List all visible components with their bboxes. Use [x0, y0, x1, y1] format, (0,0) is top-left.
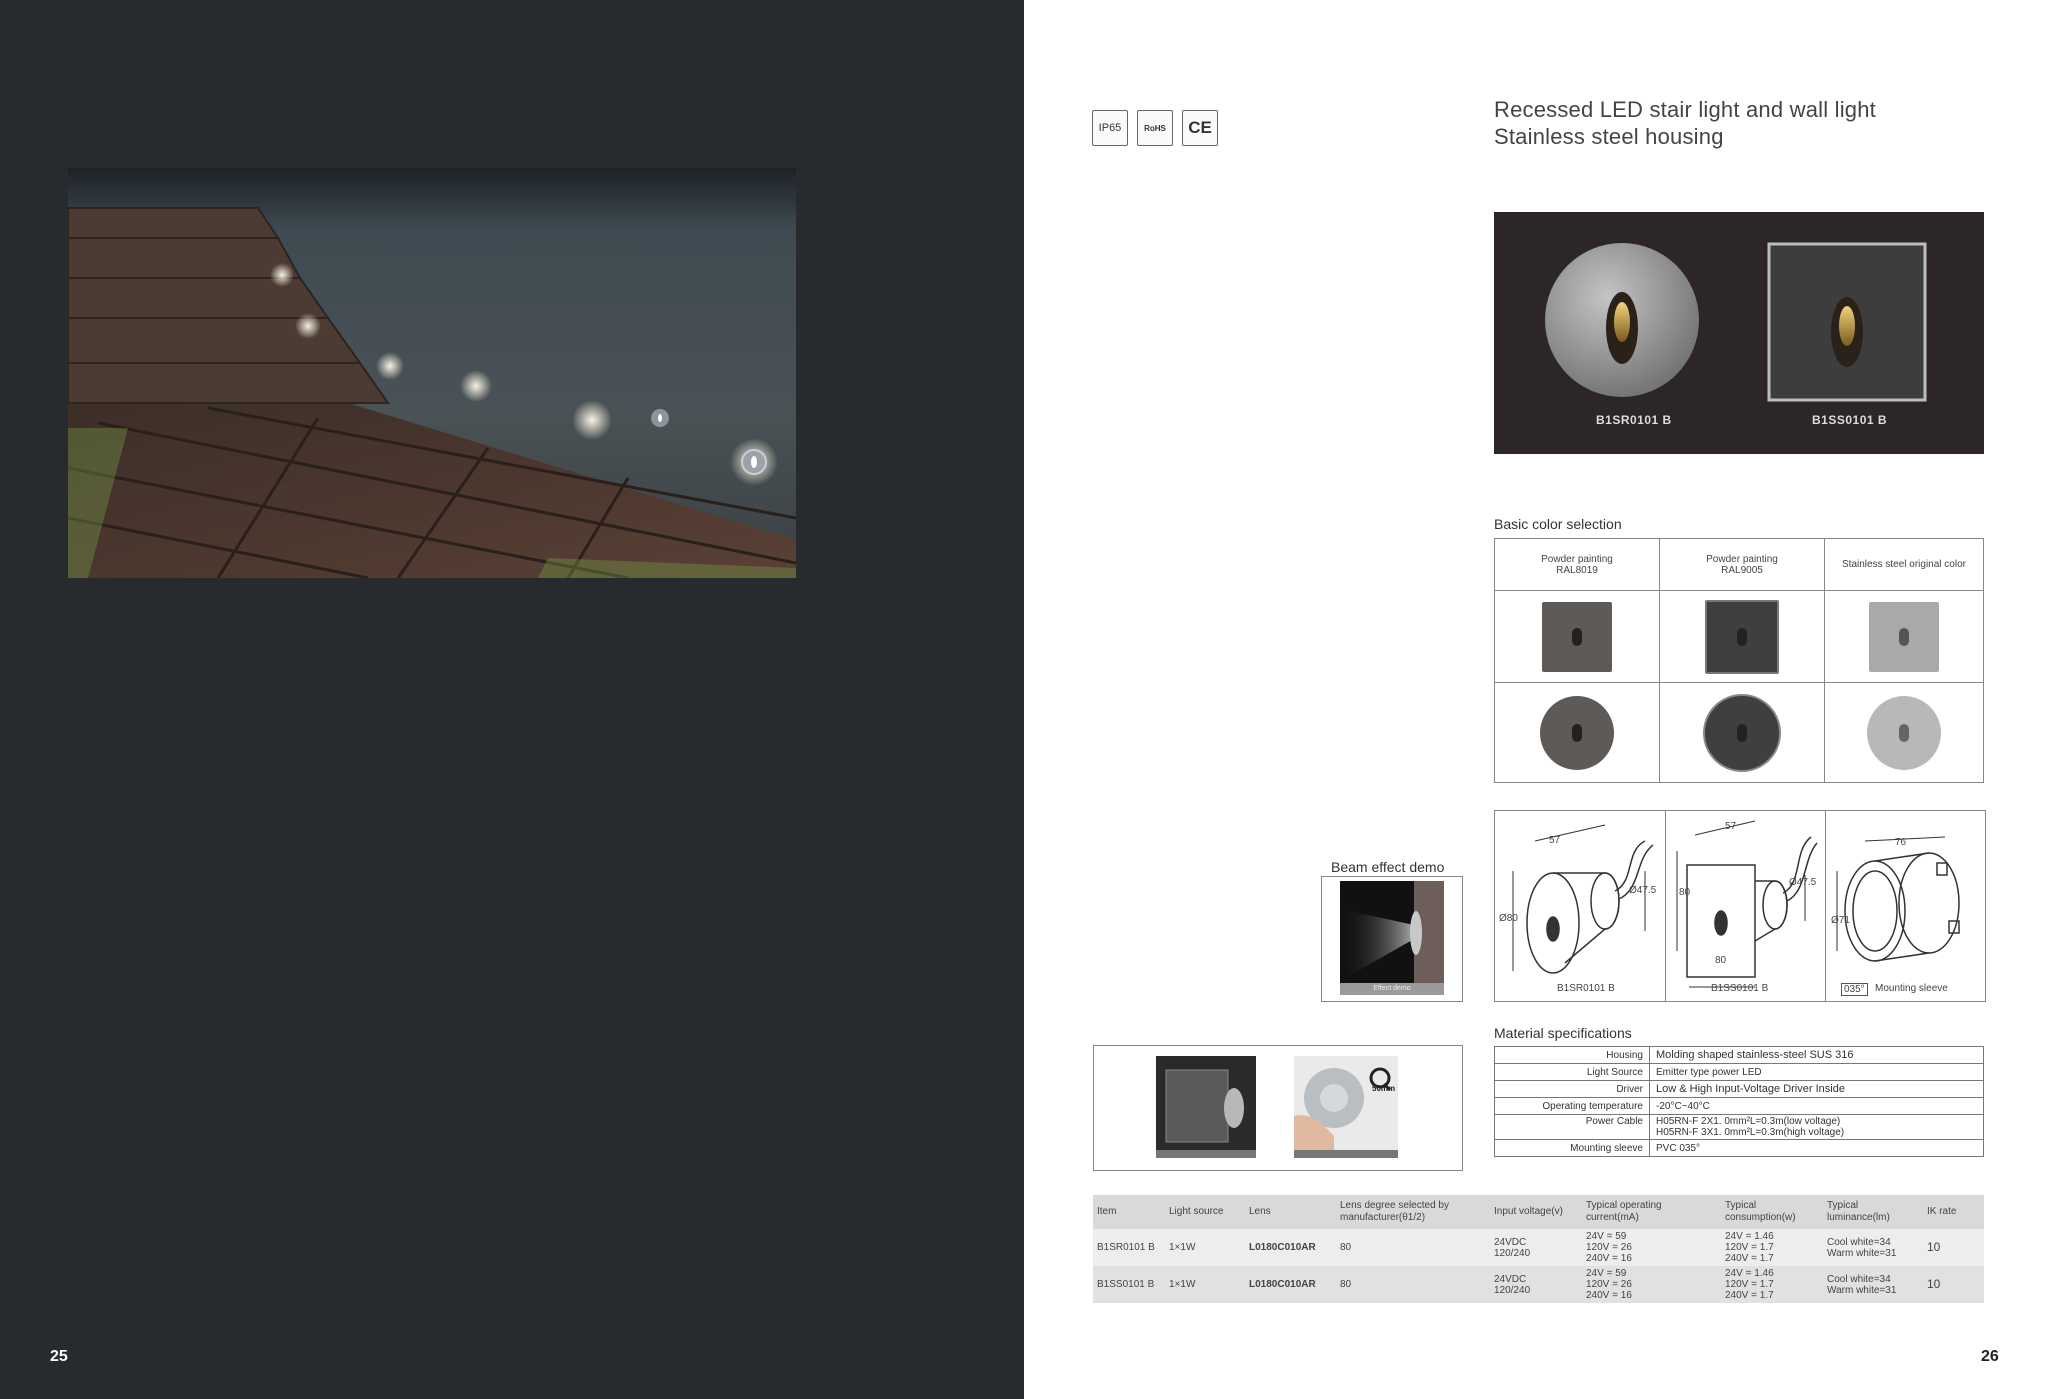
material-row: Operating temperature -20°C~40°C: [1495, 1098, 1984, 1115]
wall-installation-image: [1156, 1056, 1256, 1158]
rohs-label: RoHS: [1144, 123, 1166, 133]
spec-header-row: Item Light source Lens Lens degree selected by manufacturer(θ1/2) Input voltage(v) Typical operating current(mA) Typical consumption(w) Typical luminance(lm) IK rate: [1093, 1195, 1984, 1229]
round-dimension-drawing: 57 Ø80 Ø47.5 B1SR0101 B: [1495, 811, 1666, 1001]
beam-effect-demo: [1321, 876, 1463, 1002]
ce-badge: [1182, 110, 1218, 146]
color-selection-table: [1494, 538, 1984, 783]
install-size-label: 50mm: [1372, 1084, 1396, 1093]
material-row: Power Cable H05RN-F 2X1. 0mm²L=0.3m(low voltage) H05RN-F 3X1. 0mm²L=0.3m(high voltage): [1495, 1115, 1984, 1140]
round-fixture-image: [1542, 240, 1712, 400]
title-line-2: Stainless steel housing: [1494, 124, 1724, 149]
square-dimension-drawing: 57 80 80 Ø47.5 B1SS0101 B: [1665, 811, 1826, 1001]
sleeve-dimension-drawing: 76 Ø71 035° Mounting sleeve: [1825, 811, 1985, 1001]
product-title: [1494, 96, 1876, 150]
ip65-badge: [1092, 110, 1128, 146]
dimension-drawings: [1494, 810, 1986, 1002]
color-header-ral8019: Powder painting RAL8019: [1495, 539, 1660, 591]
square-swatch-stainless: [1869, 602, 1939, 672]
ce-label: CE: [1188, 118, 1212, 137]
color-header-stainless: Stainless steel original color: [1825, 539, 1984, 591]
round-product-code: B1SR0101 B: [1596, 413, 1672, 427]
square-fixture-image: [1767, 242, 1929, 402]
material-section-title: Material specifications: [1494, 1025, 1632, 1041]
stair-scene-photo: [68, 168, 796, 578]
material-row: Housing Molding shaped stainless-steel SUS 316: [1495, 1047, 1984, 1064]
square-product-code: B1SS0101 B: [1812, 413, 1888, 427]
material-row: Light Source Emitter type power LED: [1495, 1064, 1984, 1081]
ip65-label: IP65: [1098, 122, 1122, 134]
material-row: Driver Low & High Input-Voltage Driver Inside: [1495, 1081, 1984, 1098]
spec-row: B1SR0101 B 1×1W L0180C010AR 80 24VDC 120/240 24V = 59 120V = 26 240V = 16 24V = 1.46 120V = 1.7 240V = 1.7 Cool white=34 Warm white=31 10: [1093, 1229, 1984, 1266]
page-number-left: 25: [50, 1348, 68, 1365]
spec-row: B1SS0101 B 1×1W L0180C010AR 80 24VDC 120/240 24V = 59 120V = 26 240V = 16 24V = 1.46 120V = 1.7 240V = 1.7 Cool white=34 Warm white=31 10: [1093, 1266, 1984, 1303]
title-line-1: Recessed LED stair light and wall light: [1494, 97, 1876, 122]
rohs-badge: [1137, 110, 1173, 146]
color-header-ral9005: Powder painting RAL9005: [1660, 539, 1825, 591]
product-spec-table: [1093, 1195, 1984, 1303]
hand-installation-image: [1294, 1056, 1398, 1158]
round-swatch-ral8019: [1540, 696, 1614, 770]
square-swatch-ral8019: [1542, 602, 1612, 672]
square-swatch-ral9005: [1705, 600, 1779, 674]
product-photo-panel: [1494, 212, 1984, 454]
material-spec-table: [1494, 1046, 1984, 1157]
round-swatch-stainless: [1867, 696, 1941, 770]
color-section-title: Basic color selection: [1494, 516, 1622, 532]
page-number-right: 26: [1981, 1348, 1999, 1365]
round-swatch-ral9005: [1703, 694, 1781, 772]
beam-effect-title: Beam effect demo: [1331, 859, 1445, 875]
material-row: Mounting sleeve PVC 035°: [1495, 1140, 1984, 1157]
beam-effect-caption: Effect demo: [1340, 983, 1444, 995]
installation-panel: [1093, 1045, 1463, 1171]
